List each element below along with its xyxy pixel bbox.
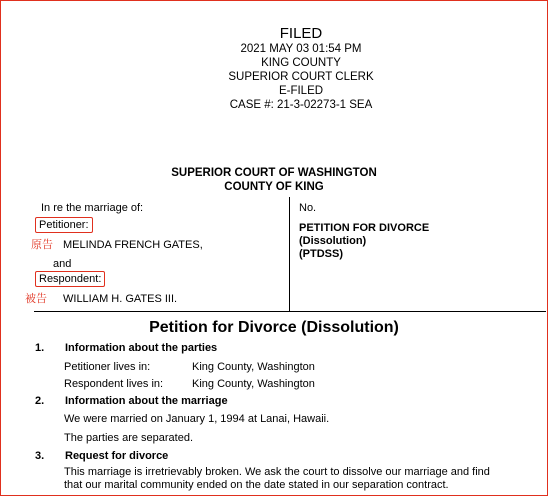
court-name: SUPERIOR COURT OF WASHINGTON [171, 167, 377, 179]
filing-stamp [201, 25, 401, 112]
section-2-heading: 2. Information about the marriage [35, 395, 228, 407]
document-code: (PTDSS) [299, 248, 343, 260]
respondent-label: Respondent: [35, 271, 105, 287]
case-caption-document [299, 202, 429, 261]
stamp-clerk: SUPERIOR COURT CLERK [228, 71, 374, 83]
stamp-county: KING COUNTY [261, 57, 341, 69]
in-re-line: In re the marriage of: [41, 202, 144, 214]
petitioner-name: MELINDA FRENCH GATES, [63, 239, 203, 251]
stamp-datetime: 2021 MAY 03 01:54 PM [240, 43, 362, 55]
case-number-label: No. [299, 202, 317, 214]
court-county: COUNTY OF KING [224, 181, 324, 193]
petitioner-residence: Petitioner lives in: King County, Washington [64, 361, 315, 373]
section-3-heading: 3. Request for divorce [35, 450, 169, 462]
respondent-name: WILLIAM H. GATES III. [63, 293, 178, 305]
document-title: PETITION FOR DIVORCE [299, 222, 430, 234]
page-title: Petition for Divorce (Dissolution) [149, 319, 399, 336]
stamp-efiled: E-FILED [278, 85, 324, 97]
caption-divider-vertical [289, 197, 290, 311]
respondent-residence: Respondent lives in: King County, Washington [64, 378, 315, 390]
stamp-case-number: CASE #: 21-3-02273-1 SEA [229, 99, 373, 111]
and-line: and [53, 258, 72, 270]
document-subtitle: (Dissolution) [299, 235, 367, 247]
request-line-1: This marriage is irretrievably broken. We ask the court to dissolve our marriage and find [64, 466, 490, 478]
court-heading [1, 166, 547, 194]
petitioner-annotation: 原告 [31, 239, 53, 251]
petitioner-label: Petitioner: [35, 217, 93, 233]
respondent-annotation: 被告 [25, 293, 47, 305]
separation-line: The parties are separated. [64, 432, 194, 444]
marriage-date-line: We were married on January 1, 1994 at Lanai, Hawaii. [64, 413, 330, 425]
stamp-filed: FILED [279, 25, 323, 42]
request-line-2: that our marital community ended on the date stated in our separation contract. [64, 479, 449, 491]
caption-divider-horizontal [34, 311, 546, 312]
section-1-heading: 1. Information about the parties [35, 342, 218, 354]
